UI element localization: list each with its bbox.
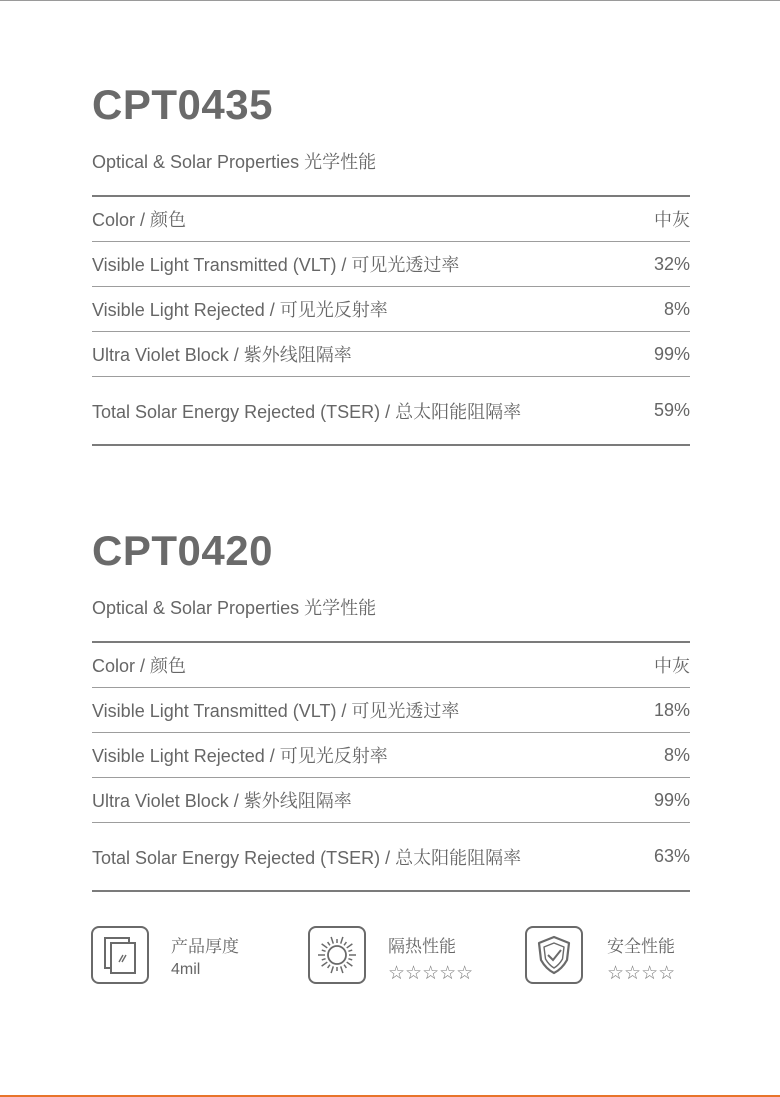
table-row <box>92 287 690 332</box>
table-row <box>92 643 690 688</box>
sun-icon <box>308 926 366 984</box>
row-label: Visible Light Rejected / 可见光反射率 <box>92 300 388 320</box>
table-row <box>92 778 690 823</box>
row-label: Visible Light Rejected / 可见光反射率 <box>92 746 388 766</box>
row-label: Total Solar Energy Rejected (TSER) / 总太阳能阻隔率 <box>92 847 522 868</box>
film-layers-icon <box>91 926 149 984</box>
feature-safety <box>525 926 675 986</box>
rating-stars: ☆☆☆☆☆ <box>388 963 474 984</box>
table-row <box>92 242 690 287</box>
table-row <box>92 377 690 444</box>
feature-title: 产品厚度 <box>171 937 239 956</box>
row-value: 99% <box>653 343 690 364</box>
feature-value: 4mil <box>171 961 201 978</box>
product-code: CPT0435 <box>92 81 273 128</box>
section-subtitle: Optical & Solar Properties 光学性能 <box>92 598 377 618</box>
row-label: Ultra Violet Block / 紫外线阻隔率 <box>92 791 352 811</box>
product-code: CPT0420 <box>92 527 273 574</box>
feature-title: 隔热性能 <box>388 937 456 956</box>
row-label: Color / 颜色 <box>92 656 187 676</box>
shield-icon <box>525 926 583 984</box>
table-row <box>92 823 690 890</box>
feature-thickness <box>91 926 239 984</box>
row-value: 中灰 <box>654 656 690 676</box>
row-value: 中灰 <box>654 210 690 230</box>
row-label: Ultra Violet Block / 紫外线阻隔率 <box>92 345 352 365</box>
row-value: 8% <box>663 744 690 765</box>
top-divider <box>0 0 780 1</box>
row-value: 8% <box>663 298 690 319</box>
row-value: 59% <box>653 400 690 420</box>
properties-table <box>92 641 690 892</box>
row-value: 32% <box>653 253 690 274</box>
table-row <box>92 688 690 733</box>
section-subtitle: Optical & Solar Properties 光学性能 <box>92 152 377 172</box>
row-value: 63% <box>653 846 690 866</box>
table-row <box>92 197 690 242</box>
row-value: 99% <box>653 789 690 810</box>
table-row <box>92 733 690 778</box>
product-section-cpt0420 <box>92 528 690 892</box>
row-label: Color / 颜色 <box>92 210 187 230</box>
row-label: Visible Light Transmitted (VLT) / 可见光透过率 <box>92 255 460 275</box>
row-label: Total Solar Energy Rejected (TSER) / 总太阳能阻隔率 <box>92 401 522 422</box>
feature-title: 安全性能 <box>607 937 675 956</box>
product-section-cpt0435 <box>92 82 690 446</box>
rating-stars: ☆☆☆☆ <box>607 963 676 984</box>
row-value: 18% <box>653 699 690 720</box>
row-label: Visible Light Transmitted (VLT) / 可见光透过率 <box>92 701 460 721</box>
feature-badges <box>91 926 691 990</box>
properties-table <box>92 195 690 446</box>
feature-heat-insulation <box>308 926 473 986</box>
table-row <box>92 332 690 377</box>
